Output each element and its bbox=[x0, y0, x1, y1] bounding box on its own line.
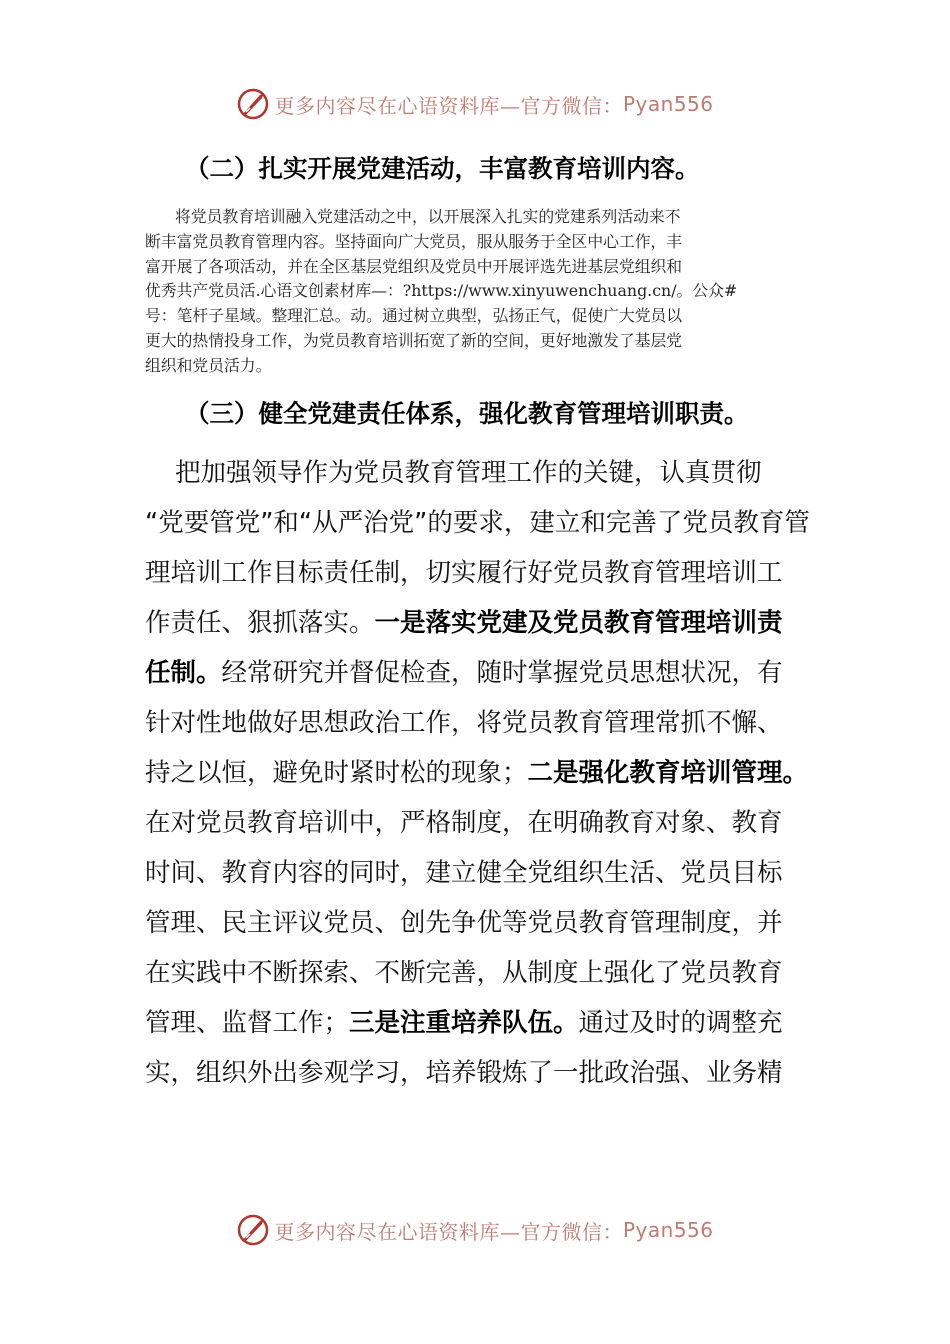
paragraph-line: 断丰富党员教育管理内容。坚持面向广大党员，服从服务于全区中心工作，丰 bbox=[145, 231, 683, 251]
banner-wechat-id: Pyan556 bbox=[622, 92, 714, 116]
paragraph-line: 在实践中不断探索、不断完善，从制度上强化了党员教育 bbox=[145, 958, 783, 988]
banner-wechat-id: Pyan556 bbox=[622, 1218, 714, 1242]
banner-text: 更多内容尽在心语资料库—官方微信： bbox=[274, 93, 623, 118]
bold-point-1-end: 任制。 bbox=[145, 658, 222, 688]
bold-point-3: 三是注重培养队伍。 bbox=[349, 1008, 579, 1038]
paragraph-line bbox=[145, 598, 813, 648]
section-2-heading: （二）扎实开展党建活动，丰富教育培训内容。 bbox=[185, 154, 700, 183]
quill-logo-icon bbox=[236, 87, 270, 121]
bold-point-2: 二是强化教育培训管理。 bbox=[527, 758, 809, 788]
paragraph-line: 时间、教育内容的同时，建立健全党组织生活、党员目标 bbox=[145, 858, 783, 888]
section-3-paragraph bbox=[145, 448, 813, 1098]
bold-point-1: 一是落实党建及党员教育管理培训责 bbox=[374, 608, 783, 638]
quill-logo-icon bbox=[236, 1213, 270, 1247]
paragraph-line: 管理、民主评议党员、创先争优等党员教育管理制度，并 bbox=[145, 908, 783, 938]
banner-text: 更多内容尽在心语资料库—官方微信： bbox=[274, 1219, 623, 1244]
section-3-heading: （三）健全党建责任体系，强化教育管理培训职责。 bbox=[185, 399, 749, 428]
header-banner bbox=[0, 86, 950, 122]
paragraph-line bbox=[145, 748, 813, 798]
paragraph-line: 理培训工作目标责任制，切实履行好党员教育管理培训工 bbox=[145, 558, 783, 588]
paragraph-line: 富开展了各项活动，并在全区基层党组织及党员中开展评选先进基层党组织和 bbox=[145, 256, 683, 276]
paragraph-line: 在对党员教育培训中，严格制度，在明确教育对象、教育 bbox=[145, 808, 783, 838]
line-text: 管理、监督工作； bbox=[145, 1008, 350, 1038]
line-text: 通过及时的调整充 bbox=[578, 1008, 783, 1038]
section-2-paragraph bbox=[145, 205, 813, 379]
paragraph-line: 更大的热情投身工作，为党员教育培训拓宽了新的空间，更好地激发了基层党 bbox=[145, 330, 683, 350]
paragraph-line: 把加强领导作为党员教育管理工作的关键，认真贯彻 bbox=[175, 458, 762, 488]
paragraph-line: 实，组织外出参观学习，培养锻炼了一批政治强、业务精 bbox=[145, 1058, 783, 1088]
paragraph-line: 号：笔杆子星域。整理汇总。动。通过树立典型，弘扬正气，促使广大党员以 bbox=[145, 306, 683, 326]
paragraph-line bbox=[145, 998, 813, 1048]
paragraph-line: “党要管党”和“从严治党”的要求，建立和完善了党员教育管 bbox=[145, 508, 810, 538]
line-text: 持之以恒，避免时紧时松的现象； bbox=[145, 758, 528, 788]
paragraph-line bbox=[145, 648, 813, 698]
paragraph-line: 优秀共产党员活.心语文创素材库—：?https://www.xinyuwenchuang.cn/。公众# bbox=[145, 281, 738, 301]
paragraph-line: 针对性地做好思想政治工作，将党员教育管理常抓不懈、 bbox=[145, 708, 783, 738]
paragraph-line: 将党员教育培训融入党建活动之中，以开展深入扎实的党建系列活动来不 bbox=[175, 207, 681, 226]
line-text: 经常研究并督促检查，随时掌握党员思想状况，有 bbox=[221, 658, 783, 688]
paragraph-line: 组织和党员活力。 bbox=[145, 355, 272, 375]
footer-banner bbox=[0, 1212, 950, 1248]
line-text: 作责任、狠抓落实。 bbox=[145, 608, 375, 638]
